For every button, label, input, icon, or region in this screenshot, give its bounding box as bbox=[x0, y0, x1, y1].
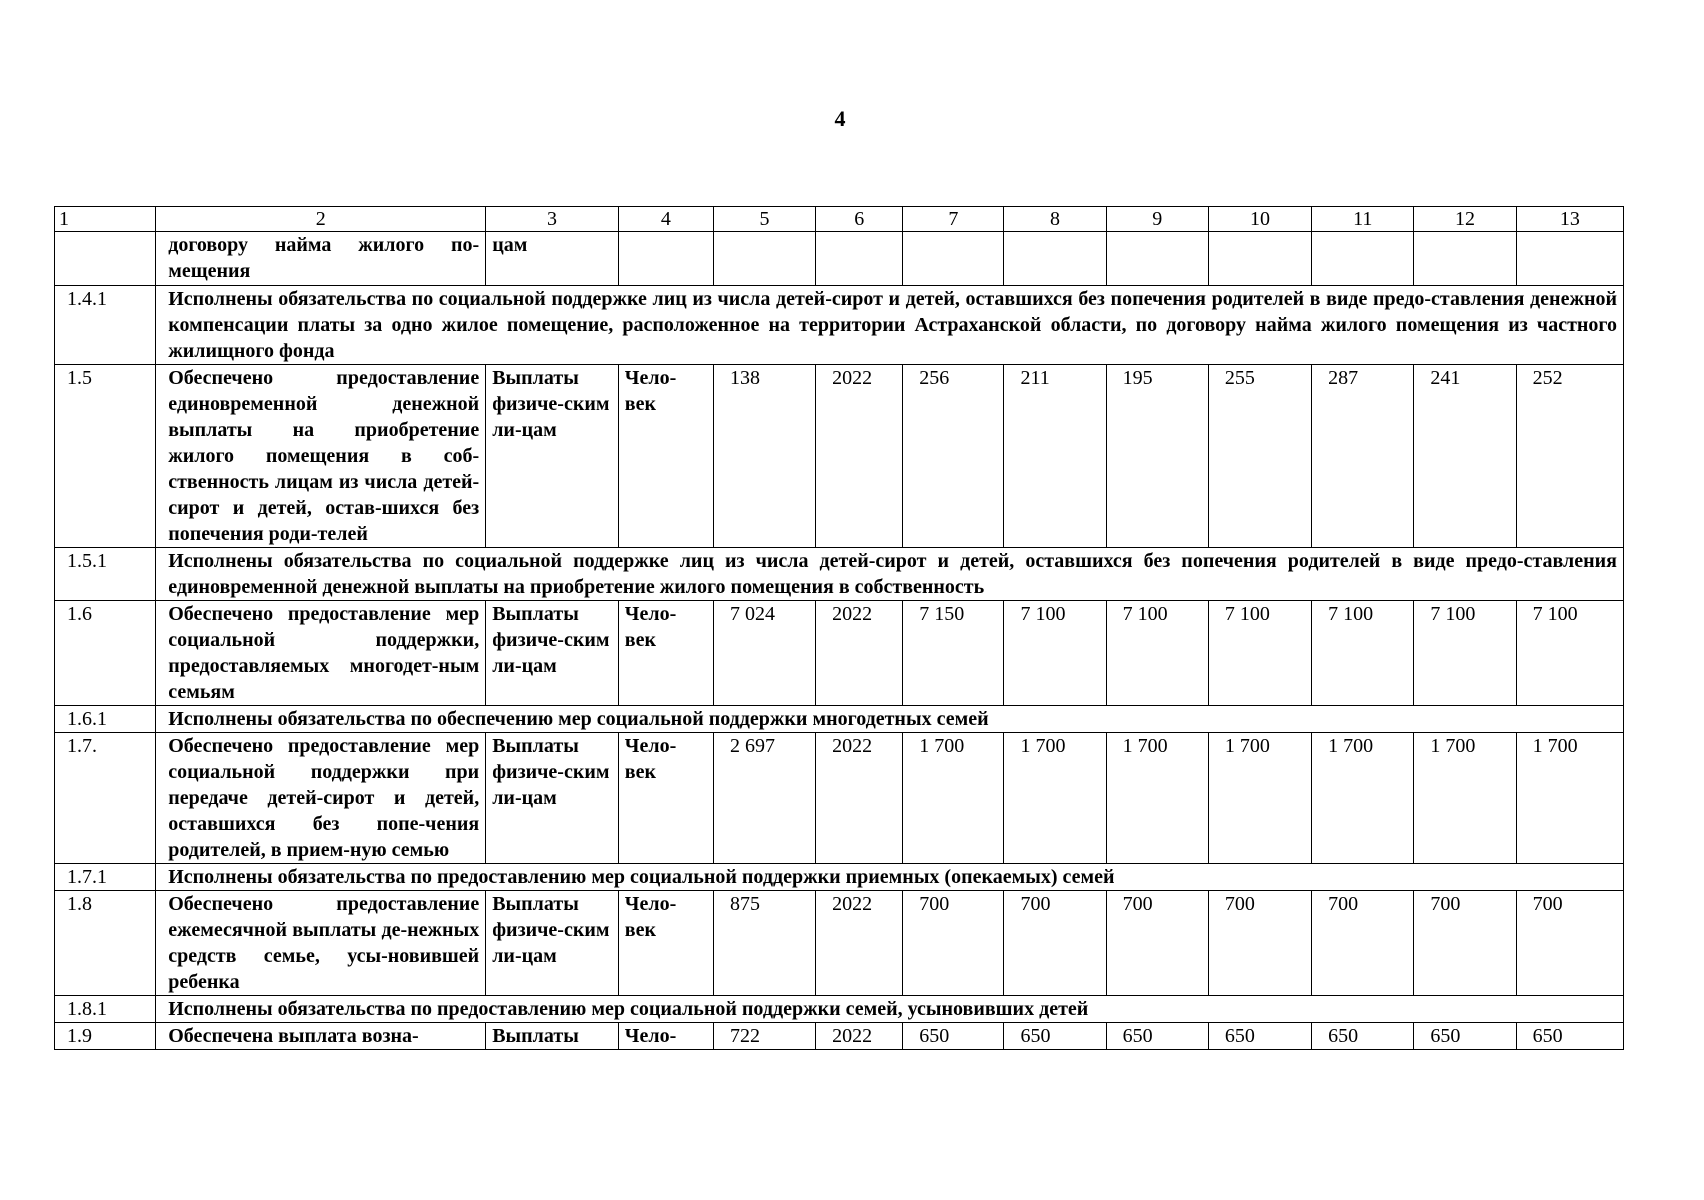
row-number bbox=[55, 232, 156, 286]
row-number: 1.6.1 bbox=[55, 706, 156, 733]
target-value: 650 bbox=[1516, 1023, 1623, 1050]
payment-type: Выплаты физиче-ским ли-цам bbox=[486, 733, 619, 864]
target-value bbox=[1516, 232, 1623, 286]
table-row bbox=[55, 365, 1624, 548]
target-value bbox=[1414, 232, 1516, 286]
target-value: 287 bbox=[1312, 365, 1414, 548]
target-value: 700 bbox=[1312, 891, 1414, 996]
column-number: 10 bbox=[1208, 207, 1311, 232]
target-value: 650 bbox=[1312, 1023, 1414, 1050]
column-number: 12 bbox=[1414, 207, 1516, 232]
indicators-table bbox=[54, 206, 1624, 1050]
table-row bbox=[55, 864, 1624, 891]
base-year: 2022 bbox=[816, 891, 903, 996]
row-result-text: Исполнены обязательства по предоставлению мер социальной поддержки семей, усыновивших детей bbox=[156, 996, 1624, 1023]
unit: Чело- bbox=[618, 1023, 713, 1050]
target-value: 252 bbox=[1516, 365, 1623, 548]
table-row bbox=[55, 706, 1624, 733]
target-value: 1 700 bbox=[1312, 733, 1414, 864]
base-year: 2022 bbox=[816, 1023, 903, 1050]
column-number: 1 bbox=[55, 207, 156, 232]
column-number: 13 bbox=[1516, 207, 1623, 232]
target-value: 255 bbox=[1208, 365, 1311, 548]
column-number: 3 bbox=[486, 207, 619, 232]
base-value: 722 bbox=[713, 1023, 815, 1050]
table-row bbox=[55, 286, 1624, 365]
row-number: 1.6 bbox=[55, 601, 156, 706]
target-value: 650 bbox=[1004, 1023, 1106, 1050]
target-value: 7 100 bbox=[1312, 601, 1414, 706]
target-value: 1 700 bbox=[1516, 733, 1623, 864]
row-description: Обеспечена выплата возна- bbox=[156, 1023, 486, 1050]
target-value bbox=[1106, 232, 1208, 286]
target-value: 1 700 bbox=[1106, 733, 1208, 864]
table-row bbox=[55, 601, 1624, 706]
target-value bbox=[1312, 232, 1414, 286]
target-value: 650 bbox=[1208, 1023, 1311, 1050]
target-value: 256 bbox=[903, 365, 1004, 548]
target-value: 700 bbox=[1106, 891, 1208, 996]
target-value: 700 bbox=[1414, 891, 1516, 996]
row-description: договору найма жилого по-мещения bbox=[156, 232, 486, 286]
target-value: 650 bbox=[903, 1023, 1004, 1050]
target-value: 1 700 bbox=[1208, 733, 1311, 864]
table-row bbox=[55, 1023, 1624, 1050]
target-value: 700 bbox=[1516, 891, 1623, 996]
row-description: Обеспечено предоставление мер социальной поддержки, предоставляемых многодет-ным семьям bbox=[156, 601, 486, 706]
table-row bbox=[55, 232, 1624, 286]
table-row bbox=[55, 996, 1624, 1023]
base-year: 2022 bbox=[816, 365, 903, 548]
target-value: 1 700 bbox=[903, 733, 1004, 864]
target-value: 650 bbox=[1414, 1023, 1516, 1050]
base-value: 7 024 bbox=[713, 601, 815, 706]
target-value: 7 100 bbox=[1004, 601, 1106, 706]
target-value: 700 bbox=[1004, 891, 1106, 996]
unit: Чело-век bbox=[618, 365, 713, 548]
row-result-text: Исполнены обязательства по обеспечению мер социальной поддержки многодетных семей bbox=[156, 706, 1624, 733]
row-number: 1.5 bbox=[55, 365, 156, 548]
row-result-text: Исполнены обязательства по социальной поддержке лиц из числа детей-сирот и детей, оставшихся без попечения родителей в виде предо-ставления единовременной денежной выплаты на приобретение жилого помещения в собственность bbox=[156, 548, 1624, 601]
base-value bbox=[713, 232, 815, 286]
base-value: 138 bbox=[713, 365, 815, 548]
table-row bbox=[55, 891, 1624, 996]
target-value: 195 bbox=[1106, 365, 1208, 548]
column-number: 4 bbox=[618, 207, 713, 232]
unit: Чело-век bbox=[618, 733, 713, 864]
row-description: Обеспечено предоставление мер социальной поддержки при передаче детей-сирот и детей, оставшихся без попе-чения родителей, в прием-ную семью bbox=[156, 733, 486, 864]
column-number: 9 bbox=[1106, 207, 1208, 232]
row-number: 1.8 bbox=[55, 891, 156, 996]
target-value: 211 bbox=[1004, 365, 1106, 548]
payment-type: Выплаты bbox=[486, 1023, 619, 1050]
target-value: 241 bbox=[1414, 365, 1516, 548]
row-result-text: Исполнены обязательства по социальной поддержке лиц из числа детей-сирот и детей, оставшихся без попечения родителей в виде предо-ставления денежной компенсации платы за одно жилое помещение, расположенное на территории Астраханской области, по договору найма жилого помещения из частного жилищного фонда bbox=[156, 286, 1624, 365]
target-value bbox=[1004, 232, 1106, 286]
unit: Чело-век bbox=[618, 891, 713, 996]
page-number: 4 bbox=[834, 106, 846, 131]
row-number: 1.8.1 bbox=[55, 996, 156, 1023]
base-value: 875 bbox=[713, 891, 815, 996]
target-value: 1 700 bbox=[1414, 733, 1516, 864]
base-year: 2022 bbox=[816, 733, 903, 864]
target-value: 700 bbox=[1208, 891, 1311, 996]
target-value: 700 bbox=[903, 891, 1004, 996]
row-number: 1.5.1 bbox=[55, 548, 156, 601]
target-value bbox=[1208, 232, 1311, 286]
target-value: 7 100 bbox=[1208, 601, 1311, 706]
payment-type: Выплаты физиче-ским ли-цам bbox=[486, 601, 619, 706]
payment-type: цам bbox=[486, 232, 619, 286]
row-description: Обеспечено предоставление единовременной денежной выплаты на приобретение жилого помещения в соб-ственность лицам из числа детей-сирот и детей, остав-шихся без попечения роди-телей bbox=[156, 365, 486, 548]
table-row bbox=[55, 548, 1624, 601]
unit: Чело-век bbox=[618, 601, 713, 706]
row-number: 1.7. bbox=[55, 733, 156, 864]
target-value bbox=[903, 232, 1004, 286]
table-row bbox=[55, 733, 1624, 864]
payment-type: Выплаты физиче-ским ли-цам bbox=[486, 891, 619, 996]
target-value: 650 bbox=[1106, 1023, 1208, 1050]
target-value: 7 100 bbox=[1516, 601, 1623, 706]
target-value: 7 100 bbox=[1106, 601, 1208, 706]
row-number: 1.7.1 bbox=[55, 864, 156, 891]
payment-type: Выплаты физиче-ским ли-цам bbox=[486, 365, 619, 548]
column-number: 7 bbox=[903, 207, 1004, 232]
target-value: 7 100 bbox=[1414, 601, 1516, 706]
column-number: 11 bbox=[1312, 207, 1414, 232]
target-value: 1 700 bbox=[1004, 733, 1106, 864]
target-value: 7 150 bbox=[903, 601, 1004, 706]
column-number: 6 bbox=[816, 207, 903, 232]
row-description: Обеспечено предоставление ежемесячной выплаты де-нежных средств семье, усы-новившей ребенка bbox=[156, 891, 486, 996]
row-number: 1.9 bbox=[55, 1023, 156, 1050]
base-year: 2022 bbox=[816, 601, 903, 706]
base-year bbox=[816, 232, 903, 286]
row-result-text: Исполнены обязательства по предоставлению мер социальной поддержки приемных (опекаемых) семей bbox=[156, 864, 1624, 891]
column-number: 8 bbox=[1004, 207, 1106, 232]
base-value: 2 697 bbox=[713, 733, 815, 864]
column-number: 2 bbox=[156, 207, 486, 232]
column-number: 5 bbox=[713, 207, 815, 232]
column-number-row bbox=[55, 207, 1624, 232]
row-number: 1.4.1 bbox=[55, 286, 156, 365]
unit bbox=[618, 232, 713, 286]
